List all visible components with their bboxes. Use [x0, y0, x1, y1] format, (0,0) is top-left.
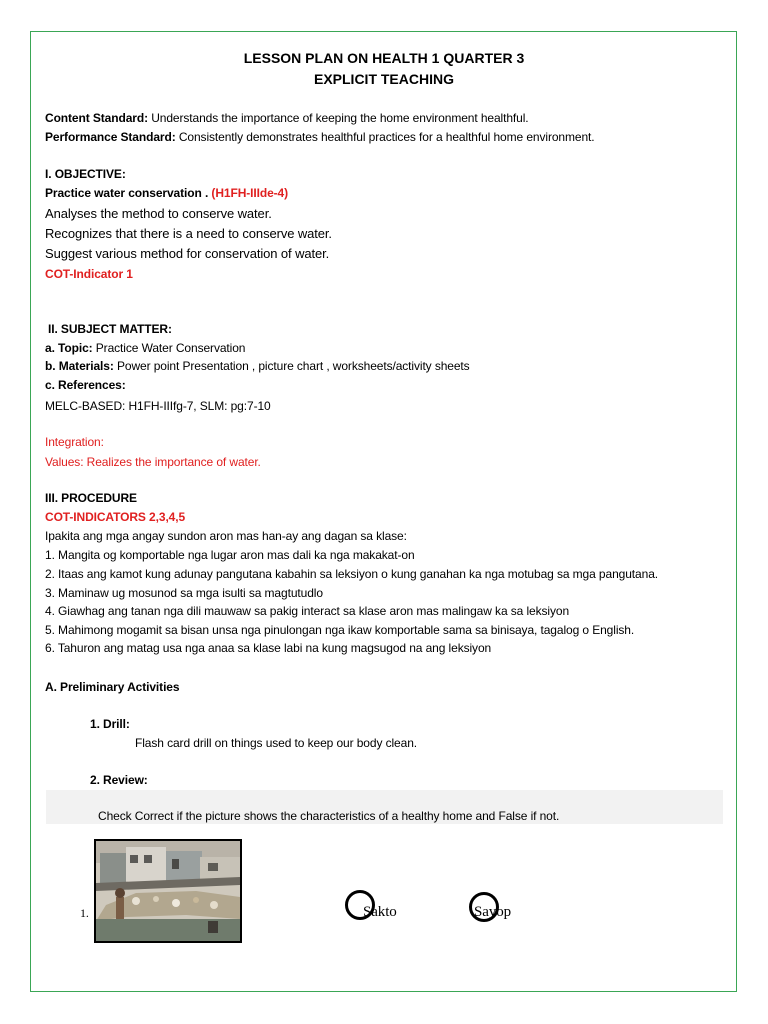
objective-heading: I. OBJECTIVE:	[45, 167, 126, 181]
objective-main	[45, 186, 288, 201]
objective-item: Analyses the method to conserve water.	[45, 206, 272, 221]
performance-standard-text: Consistently demonstrates healthful practices for a healthful home environment.	[175, 130, 595, 144]
procedure-rule: 2. Itaas ang kamot kung adunay pangutana kabahin sa leksiyon o kung ganahan ka nga motubag sa mga pangutana.	[45, 567, 658, 581]
page-subtitle: EXPLICIT TEACHING	[313, 71, 454, 87]
procedure-intro: Ipakita ang mga angay sundon aron mas han-ay ang dagan sa klase:	[45, 529, 407, 543]
content-standard-text: Understands the importance of keeping the home environment healthful.	[147, 111, 529, 125]
procedure-heading: III. PROCEDURE	[45, 491, 137, 505]
integration-label: Integration:	[45, 435, 104, 449]
objective-item: Recognizes that there is a need to conserve water.	[45, 226, 332, 241]
procedure-rule: 5. Mahimong mogamit sa bisan unsa nga pinulongan nga ikaw komportable sama sa binisaya, tagalog o English.	[45, 623, 635, 637]
topic-text: Practice Water Conservation	[92, 341, 246, 355]
topic-label: a. Topic:	[45, 341, 93, 355]
drill-text: Flash card drill on things used to keep our body clean.	[135, 736, 418, 750]
drill-label: 1. Drill:	[90, 717, 130, 731]
review-label: 2. Review:	[90, 773, 148, 787]
objective-code: (H1FH-IIIde-4)	[211, 186, 289, 200]
content-standard-label: Content Standard:	[45, 111, 148, 125]
procedure-rule: 4. Giawhag ang tanan nga dili mauwaw sa pakig interact sa klase aron mas malingaw ka sa leksiyon	[45, 604, 570, 618]
page-title: LESSON PLAN ON HEALTH 1 QUARTER 3	[243, 50, 525, 66]
option-correct-label[interactable]: Sakto	[363, 904, 397, 920]
references-label: c. References:	[45, 378, 126, 392]
objective-item: Suggest various method for conservation of water.	[45, 246, 330, 261]
objective-indicator: COT-Indicator 1	[45, 267, 133, 281]
subject-topic	[45, 341, 245, 356]
integration-values: Values: Realizes the importance of water.	[45, 455, 261, 469]
polluted-river-photo	[94, 839, 242, 943]
materials-text: Power point Presentation , picture chart , worksheets/activity sheets	[113, 359, 470, 373]
review-instruction: Check Correct if the picture shows the characteristics of a healthy home and False if not.	[98, 809, 560, 823]
performance-standard-label: Performance Standard:	[45, 130, 176, 144]
references-text: MELC-BASED: H1FH-IIIfg-7, SLM: pg:7-10	[45, 399, 271, 413]
performance-standard	[45, 130, 595, 145]
procedure-rule: 1. Mangita og komportable nga lugar aron mas dali ka nga makakat-on	[45, 548, 415, 562]
question-number: 1.	[80, 906, 89, 920]
materials-label: b. Materials:	[45, 359, 114, 373]
procedure-rule: 3. Maminaw ug mosunod sa mga isulti sa magtutudlo	[45, 586, 323, 600]
objective-main-text: Practice water conservation .	[45, 186, 209, 200]
preliminary-heading: A. Preliminary Activities	[45, 680, 180, 694]
subject-materials	[45, 359, 470, 374]
polluted-river-image	[96, 841, 240, 941]
content-standard	[45, 111, 529, 126]
procedure-rule: 6. Tahuron ang matag usa nga anaa sa klase labi na kung magsugod na ang leksiyon	[45, 641, 492, 655]
subject-matter-heading: II. SUBJECT MATTER:	[48, 322, 172, 336]
procedure-indicators: COT-INDICATORS 2,3,4,5	[45, 510, 186, 524]
option-false-label[interactable]: Sayop	[474, 904, 512, 920]
